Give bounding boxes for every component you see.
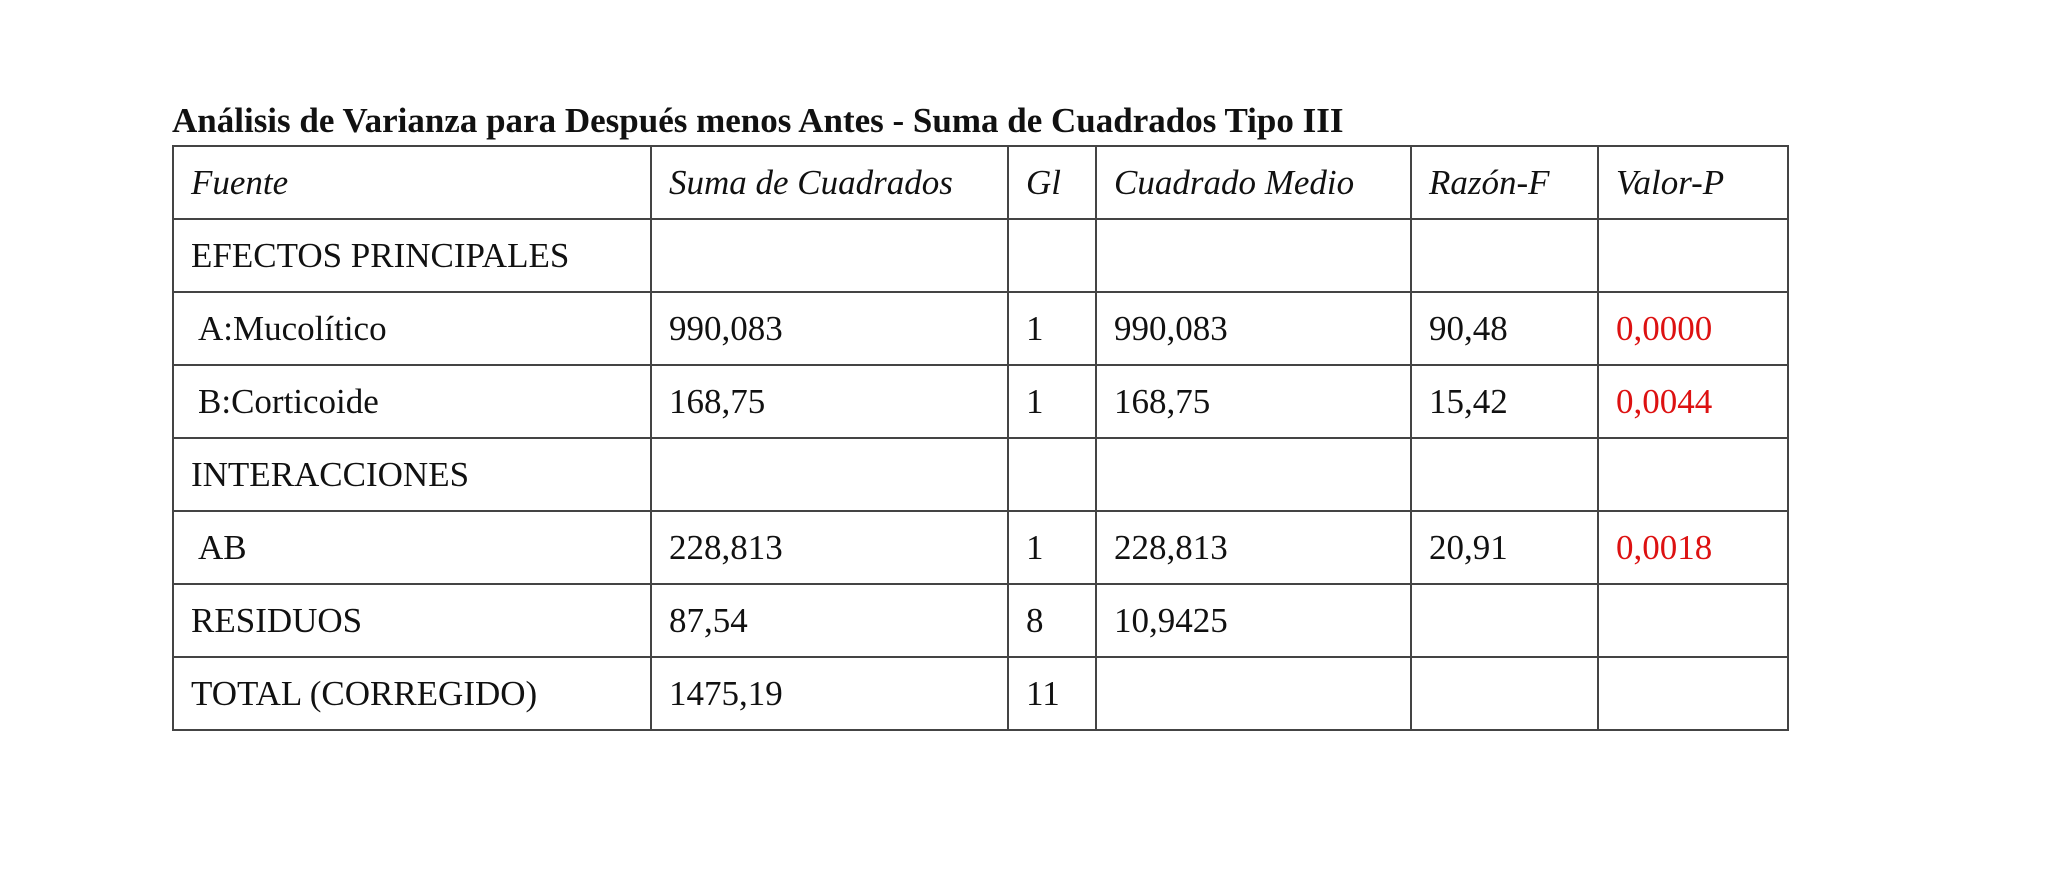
cell-suma: 168,75 [651, 365, 1008, 438]
cell-fuente: INTERACCIONES [173, 438, 651, 511]
cell-razon-f [1411, 584, 1598, 657]
table-row [173, 365, 1788, 438]
cell-fuente: AB [173, 511, 651, 584]
header-razon-f: Razón-F [1411, 146, 1598, 219]
cell-gl [1008, 438, 1096, 511]
cell-suma: 990,083 [651, 292, 1008, 365]
table-row [173, 438, 1788, 511]
cell-cuadrado-medio [1096, 438, 1411, 511]
anova-table [172, 145, 1789, 731]
cell-fuente: EFECTOS PRINCIPALES [173, 219, 651, 292]
cell-suma: 228,813 [651, 511, 1008, 584]
cell-gl [1008, 219, 1096, 292]
table-row [173, 292, 1788, 365]
table-row [173, 584, 1788, 657]
cell-gl: 1 [1008, 511, 1096, 584]
cell-razon-f: 15,42 [1411, 365, 1598, 438]
table-title: Análisis de Varianza para Después menos Antes - Suma de Cuadrados Tipo III [172, 101, 1344, 140]
cell-valor-p: 0,0000 [1598, 292, 1788, 365]
cell-gl: 1 [1008, 365, 1096, 438]
header-cuadrado-medio: Cuadrado Medio [1096, 146, 1411, 219]
cell-cuadrado-medio: 10,9425 [1096, 584, 1411, 657]
table-row [173, 657, 1788, 730]
cell-razon-f [1411, 438, 1598, 511]
cell-fuente: A:Mucolítico [173, 292, 651, 365]
cell-valor-p: 0,0018 [1598, 511, 1788, 584]
cell-valor-p [1598, 584, 1788, 657]
cell-razon-f [1411, 219, 1598, 292]
cell-gl: 8 [1008, 584, 1096, 657]
table-row [173, 511, 1788, 584]
header-gl: Gl [1008, 146, 1096, 219]
cell-suma [651, 219, 1008, 292]
cell-suma [651, 438, 1008, 511]
cell-valor-p: 0,0044 [1598, 365, 1788, 438]
cell-valor-p [1598, 438, 1788, 511]
cell-razon-f: 20,91 [1411, 511, 1598, 584]
cell-gl: 11 [1008, 657, 1096, 730]
cell-cuadrado-medio: 168,75 [1096, 365, 1411, 438]
header-fuente: Fuente [173, 146, 651, 219]
cell-fuente: B:Corticoide [173, 365, 651, 438]
cell-razon-f [1411, 657, 1598, 730]
cell-gl: 1 [1008, 292, 1096, 365]
table-row [173, 219, 1788, 292]
cell-cuadrado-medio: 990,083 [1096, 292, 1411, 365]
cell-valor-p [1598, 657, 1788, 730]
cell-valor-p [1598, 219, 1788, 292]
cell-razon-f: 90,48 [1411, 292, 1598, 365]
header-suma-de-cuadrados: Suma de Cuadrados [651, 146, 1008, 219]
cell-suma: 1475,19 [651, 657, 1008, 730]
cell-cuadrado-medio [1096, 219, 1411, 292]
header-valor-p: Valor-P [1598, 146, 1788, 219]
cell-cuadrado-medio: 228,813 [1096, 511, 1411, 584]
cell-fuente: TOTAL (CORREGIDO) [173, 657, 651, 730]
cell-cuadrado-medio [1096, 657, 1411, 730]
header-row [173, 146, 1788, 219]
cell-suma: 87,54 [651, 584, 1008, 657]
cell-fuente: RESIDUOS [173, 584, 651, 657]
